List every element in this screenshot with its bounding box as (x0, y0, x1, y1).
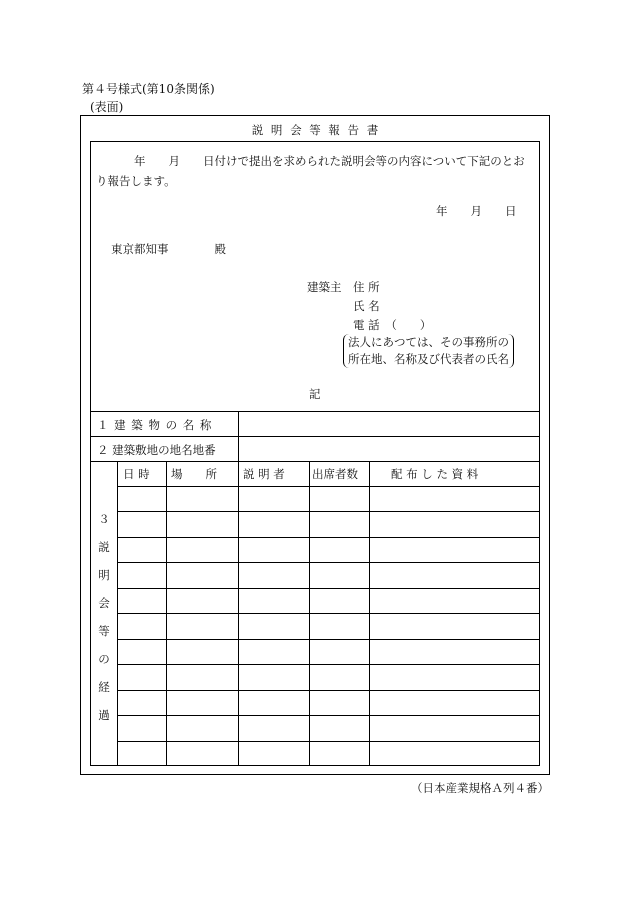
inner-box (90, 141, 540, 766)
table-cell[interactable] (239, 589, 308, 612)
table-cell[interactable] (239, 512, 308, 535)
table-cell[interactable] (167, 742, 237, 765)
ki-heading: 記 (309, 387, 321, 401)
table-cell[interactable] (370, 691, 539, 714)
footer-note: （日本産業規格Ａ列４番） (411, 781, 549, 795)
table-cell[interactable] (310, 563, 368, 586)
section3-char: 等 (98, 624, 110, 638)
table-cell[interactable] (118, 614, 165, 637)
table-cell[interactable] (310, 512, 368, 535)
table-cell[interactable] (239, 742, 308, 765)
table-cell[interactable] (310, 589, 368, 612)
table-cell[interactable] (370, 589, 539, 612)
table-cell[interactable] (118, 512, 165, 535)
table-cell[interactable] (370, 487, 539, 510)
table-cell[interactable] (370, 716, 539, 739)
table-cell[interactable] (167, 691, 237, 714)
table-cell[interactable] (370, 640, 539, 663)
table-cell[interactable] (239, 691, 308, 714)
name-label: 氏 名 (353, 299, 380, 313)
col-header-presenter: 説 明 者 (243, 467, 285, 481)
col-header-attendees: 出席者数 (312, 467, 358, 481)
section3-char: の (98, 652, 110, 666)
side-label: (表面) (90, 100, 124, 114)
date-line: 年 月 日 (436, 204, 517, 218)
table-cell[interactable] (310, 614, 368, 637)
row2-label: ２ 建築敷地の地名地番 (97, 443, 216, 457)
address-label: 住 所 (353, 280, 380, 294)
table-cell[interactable] (370, 614, 539, 637)
row1-value-cell[interactable] (238, 411, 539, 436)
table-cell[interactable] (167, 640, 237, 663)
corp-note-line2: 所在地、名称及び代表者の氏名 (348, 352, 509, 366)
section3-label (91, 461, 117, 766)
table-cell[interactable] (118, 563, 165, 586)
col-header-materials: 配 布 し た 資 料 (391, 467, 479, 481)
table-cell[interactable] (239, 665, 308, 688)
section3-char: 明 (98, 568, 110, 582)
table-cell[interactable] (167, 512, 237, 535)
table-cell[interactable] (167, 487, 237, 510)
table-cell[interactable] (370, 742, 539, 765)
form-title: 説 明 会 等 報 告 書 (251, 123, 381, 137)
table-cell[interactable] (370, 665, 539, 688)
row12-divider (238, 411, 239, 461)
section3-char: 説 (98, 540, 110, 554)
table-cell[interactable] (118, 742, 165, 765)
section3-char: 会 (98, 596, 110, 610)
form-number: 第４号様式(第10条関係) (82, 82, 215, 96)
table-cell[interactable] (167, 716, 237, 739)
table-cell[interactable] (310, 716, 368, 739)
table-cell[interactable] (310, 487, 368, 510)
table-cell[interactable] (118, 538, 165, 561)
table-cell[interactable] (239, 487, 308, 510)
table-cell[interactable] (239, 640, 308, 663)
corp-note (343, 334, 514, 368)
table-cell[interactable] (310, 742, 368, 765)
table-cell[interactable] (167, 538, 237, 561)
table-cell[interactable] (310, 665, 368, 688)
form-frame (80, 115, 550, 795)
corp-note-line1: 法人にあつては、その事務所の (348, 335, 509, 349)
table-cell[interactable] (370, 538, 539, 561)
section3-char: 過 (98, 708, 110, 722)
table-cell[interactable] (239, 563, 308, 586)
table-cell[interactable] (370, 512, 539, 535)
table-cell[interactable] (167, 614, 237, 637)
report-body-line1: 年 月 日付けで提出を求められた説明会等の内容について下記のとお (134, 154, 525, 168)
table-cell[interactable] (118, 665, 165, 688)
section3-top-line (91, 461, 539, 462)
table-cell[interactable] (118, 487, 165, 510)
table-cell[interactable] (310, 691, 368, 714)
table-cell[interactable] (167, 589, 237, 612)
report-body-line2: り報告します。 (96, 174, 176, 188)
row1-label: １ 建 築 物 の 名 称 (97, 418, 213, 432)
table-cell[interactable] (118, 589, 165, 612)
row2-value-cell[interactable] (238, 436, 539, 461)
table-cell[interactable] (370, 563, 539, 586)
table-cell[interactable] (118, 716, 165, 739)
table-cell[interactable] (118, 640, 165, 663)
section3-char: ３ (98, 512, 110, 526)
addressee: 東京都知事 殿 (111, 242, 226, 256)
table-cell[interactable] (118, 691, 165, 714)
col-header-place: 場 所 (171, 467, 217, 481)
table-cell[interactable] (310, 640, 368, 663)
table-cell[interactable] (167, 665, 237, 688)
table-cell[interactable] (239, 716, 308, 739)
table-cell[interactable] (310, 538, 368, 561)
builder-label: 建築主 (307, 280, 342, 294)
table-cell[interactable] (239, 614, 308, 637)
table-cell[interactable] (167, 563, 237, 586)
phone-label: 電 話 （ ） (353, 318, 432, 332)
col-header-datetime: 日 時 (123, 467, 150, 481)
table-cell[interactable] (239, 538, 308, 561)
section3-char: 経 (98, 680, 110, 694)
